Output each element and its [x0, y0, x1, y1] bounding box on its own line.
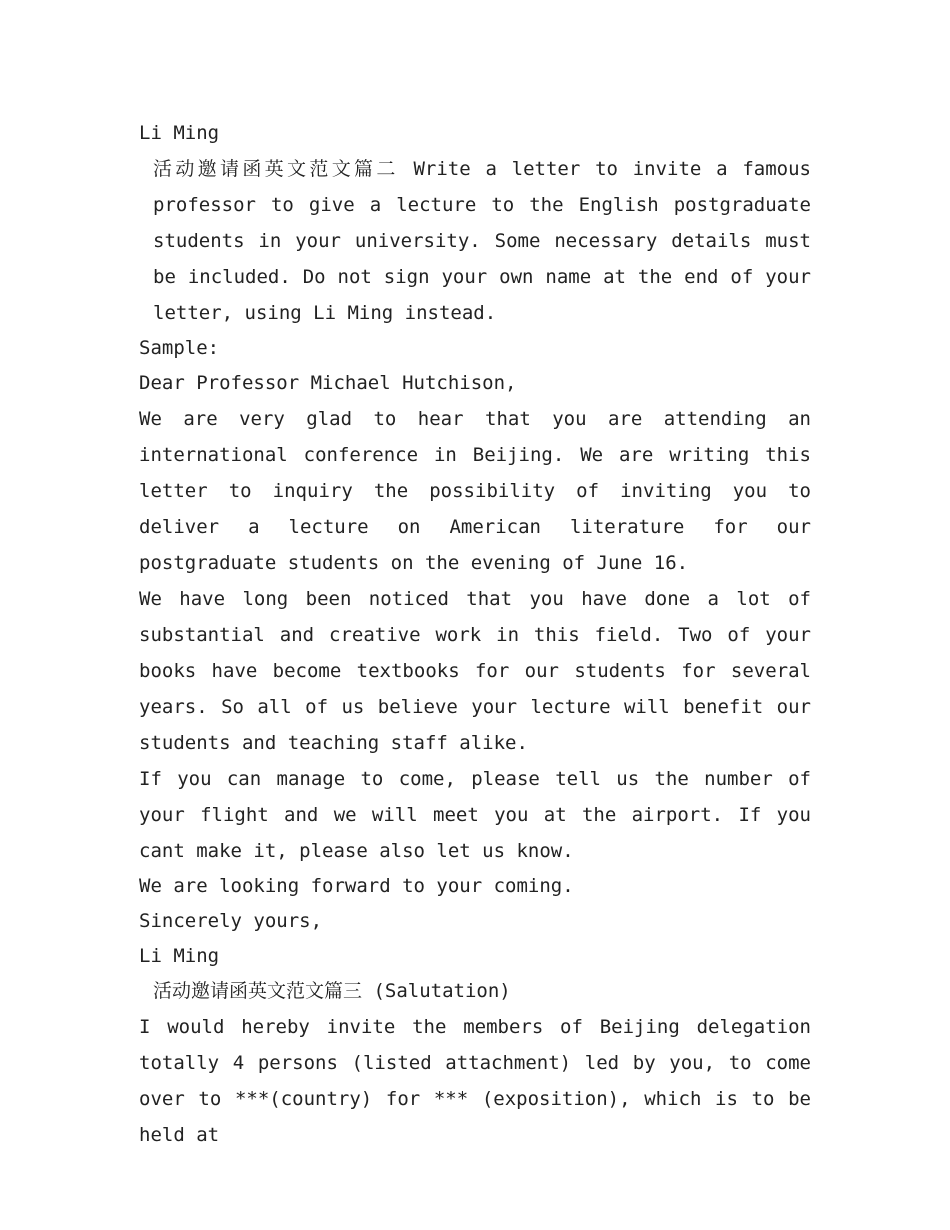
signature-name: Li Ming	[139, 122, 220, 144]
sample-label: Sample:	[139, 337, 220, 359]
salutation: Dear Professor Michael Hutchison,	[139, 372, 517, 394]
body-paragraph: We have long been noticed that you have done a lot of substantial and creative work in this field. Two of your books have become textbooks for our students for several years. So all of us believe your lecture will benefit our students and teaching staff alike.	[139, 588, 811, 754]
signature-name: Li Ming	[139, 945, 220, 967]
body-paragraph: We are very glad to hear that you are attending an international conference in Beijing. We are writing this letter to inquiry the possibility of inviting you to deliver a lecture on American literature for our postgraduate students on the evening of June 16.	[139, 408, 811, 574]
closing-line: We are looking forward to your coming.	[139, 875, 574, 897]
body-paragraph: I would hereby invite the members of Beijing delegation totally 4 persons (listed attachment) led by you, to come over to ***(country) for *** (exposition), which is to be held at	[139, 1016, 811, 1146]
section-three-heading: 活动邀请函英文范文篇三 (Salutation)	[153, 980, 511, 1002]
section-two-prompt: 活动邀请函英文范文篇二 Write a letter to invite a famous professor to give a lecture to the English postgraduate students in your university. Some necessary details must be included. Do not sign your own name at the end of your letter, using Li Ming instead.	[153, 158, 811, 324]
body-paragraph: If you can manage to come, please tell us the number of your flight and we will meet you at the airport. If you cant make it, please also let us know.	[139, 768, 811, 862]
valediction: Sincerely yours,	[139, 910, 323, 932]
